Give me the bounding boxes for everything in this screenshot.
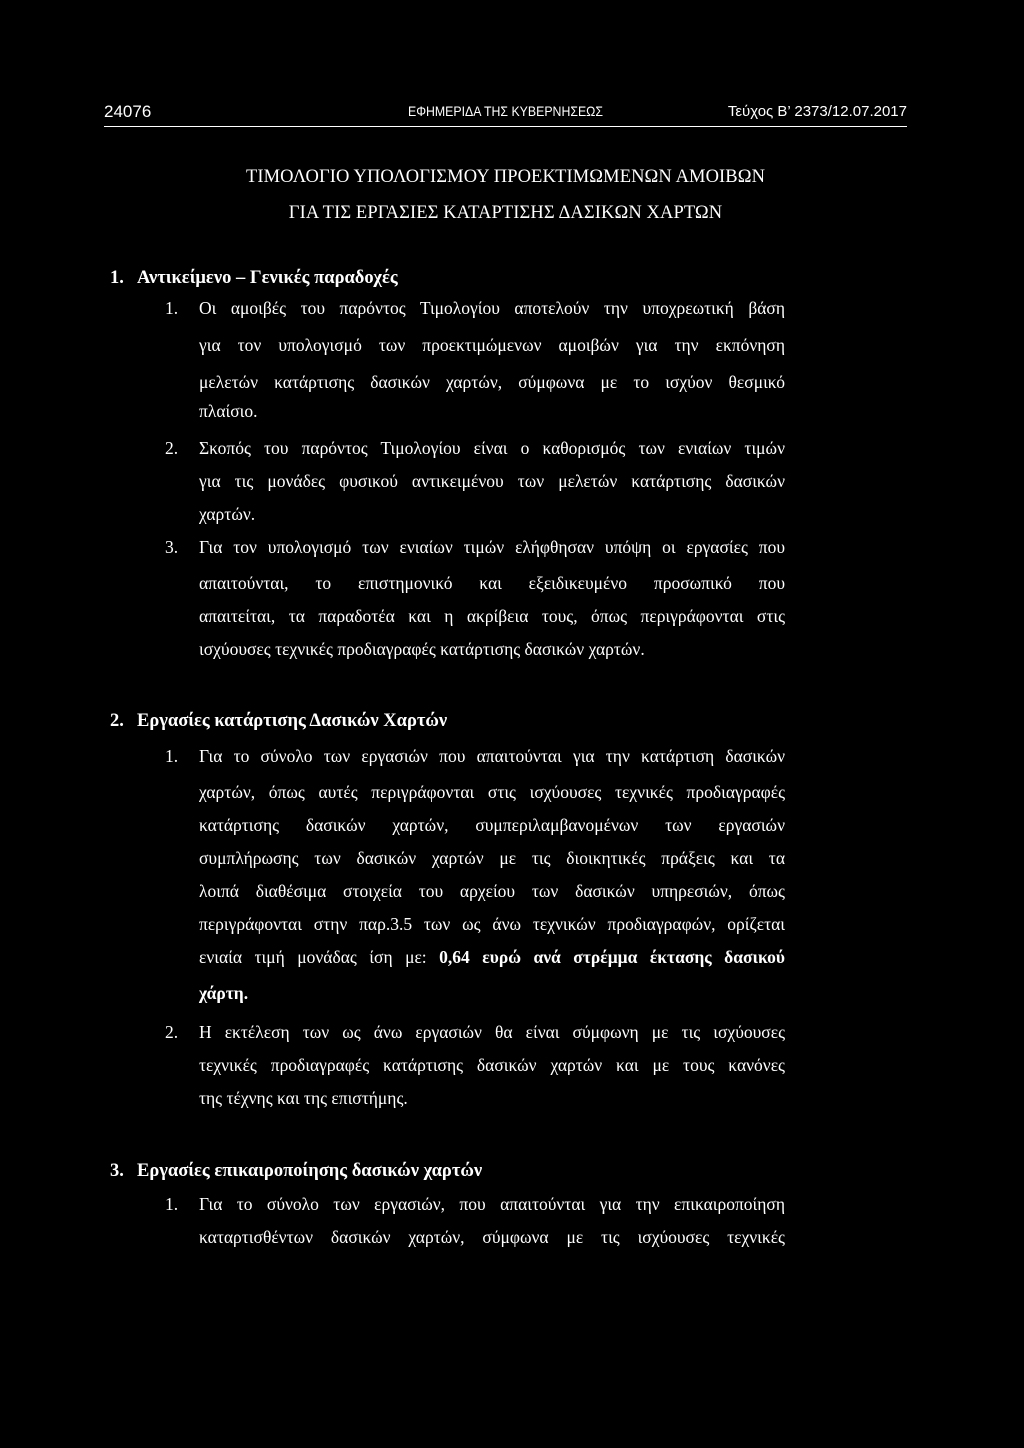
paragraph-line: Η εκτέλεση των ως άνω εργασιών θα είναι σύμφωνη με τις ισχύουσες [199, 1022, 785, 1042]
paragraph-line: Για τον υπολογισμό των ενιαίων τιμών ελήφθησαν υπόψη οι εργασίες που [199, 537, 785, 557]
section-title: Αντικείμενο – Γενικές παραδοχές [137, 268, 398, 288]
section-2-heading [110, 711, 447, 732]
section-number: 1. [110, 268, 124, 288]
section-number: 2. [110, 711, 124, 731]
paragraph-line: συμπλήρωσης των δασικών χαρτών με τις διοικητικές πράξεις και τα [199, 848, 785, 868]
paragraph-line: Για το σύνολο των εργασιών που απαιτούνται για την κατάρτιση δασικών [199, 746, 785, 766]
document-title-line-1: ΤΙΜΟΛΟΓΙΟ ΥΠΟΛΟΓΙΣΜΟΥ ΠΡΟΕΚΤΙΜΩΜΕΝΩΝ ΑΜΟΙΒΩΝ [245, 167, 766, 187]
paragraph-line: Οι αμοιβές του παρόντος Τιμολογίου αποτελούν την υποχρεωτική βάση [199, 298, 785, 318]
item-2-1-number: 1. [165, 746, 179, 766]
unit-price: 0,64 ευρώ ανά στρέμμα έκτασης δασικού [439, 947, 786, 967]
paragraph-line: κατάρτισης δασικών χαρτών, συμπεριλαμβανομένων των εργασιών [199, 815, 785, 835]
paragraph-line: πλαίσιο. [199, 401, 258, 421]
section-3-heading [110, 1161, 482, 1182]
item-1-3-number: 3. [165, 537, 179, 557]
paragraph-line: της τέχνης και της επιστήμης. [199, 1088, 408, 1108]
paragraph-line: Σκοπός του παρόντος Τιμολογίου είναι ο καθορισμός των ενιαίων τιμών [199, 438, 785, 458]
paragraph-line: μελετών κατάρτισης δασικών χαρτών, σύμφωνα με το ισχύον θεσμικό [199, 372, 785, 392]
issue-info: Τεύχος B’ 2373/12.07.2017 [727, 103, 907, 120]
paragraph-line: ισχύουσες τεχνικές προδιαγραφές κατάρτισης δασικών χαρτών. [199, 639, 645, 659]
page-number: 24076 [104, 102, 152, 121]
paragraph-line: για τις μονάδες φυσικού αντικειμένου των μελετών κατάρτισης δασικών [199, 471, 785, 491]
document-title-line-2: ΓΙΑ ΤΙΣ ΕΡΓΑΣΙΕΣ ΚΑΤΑΡΤΙΣΗΣ ΔΑΣΙΚΩΝ ΧΑΡΤΩΝ [288, 203, 723, 223]
item-3-1-number: 1. [165, 1194, 179, 1214]
section-title: Εργασίες κατάρτισης Δασικών Χαρτών [137, 711, 448, 731]
paragraph-line: χαρτών, όπως αυτές περιγράφονται στις ισχύουσες τεχνικές προδιαγραφές [199, 782, 785, 802]
running-header [104, 98, 907, 127]
section-1-heading [110, 268, 398, 289]
section-number: 3. [110, 1161, 124, 1181]
paragraph-line: λοιπά διαθέσιμα στοιχεία του αρχείου των δασικών υπηρεσιών, όπως [199, 881, 785, 901]
paragraph-line: Για το σύνολο των εργασιών, που απαιτούνται για την επικαιροποίηση [199, 1194, 785, 1214]
gazette-name: ΕΦΗΜΕΡΙΔΑ ΤΗΣ ΚΥΒΕΡΝΗΣΕΩΣ [407, 103, 604, 119]
paragraph-line: περιγράφονται στην παρ.3.5 των ως άνω τεχνικών προδιαγραφών, ορίζεται [199, 914, 785, 934]
item-2-2-number: 2. [165, 1022, 179, 1042]
item-1-2-number: 2. [165, 438, 179, 458]
paragraph-line: για τον υπολογισμό των προεκτιμώμενων αμοιβών για την εκπόνηση [199, 335, 785, 355]
price-lead: ενιαία τιμή μονάδας ίση με: [199, 947, 427, 967]
price-line [199, 947, 785, 968]
paragraph-line: καταρτισθέντων δασικών χαρτών, σύμφωνα με τις ισχύουσες τεχνικές [199, 1227, 785, 1247]
paragraph-line: απαιτούνται, το επιστημονικό και εξειδικευμένο προσωπικό που [199, 573, 785, 593]
paragraph-line: απαιτείται, τα παραδοτέα και η ακρίβεια τους, όπως περιγράφονται στις [199, 606, 785, 626]
paragraph-line: τεχνικές προδιαγραφές κατάρτισης δασικών χαρτών και με τους κανόνες [199, 1055, 785, 1075]
paragraph-line: χαρτών. [199, 504, 256, 524]
item-1-1-number: 1. [165, 298, 179, 318]
section-title: Εργασίες επικαιροποίησης δασικών χαρτών [137, 1161, 483, 1181]
price-line-end: χάρτη. [199, 983, 249, 1003]
